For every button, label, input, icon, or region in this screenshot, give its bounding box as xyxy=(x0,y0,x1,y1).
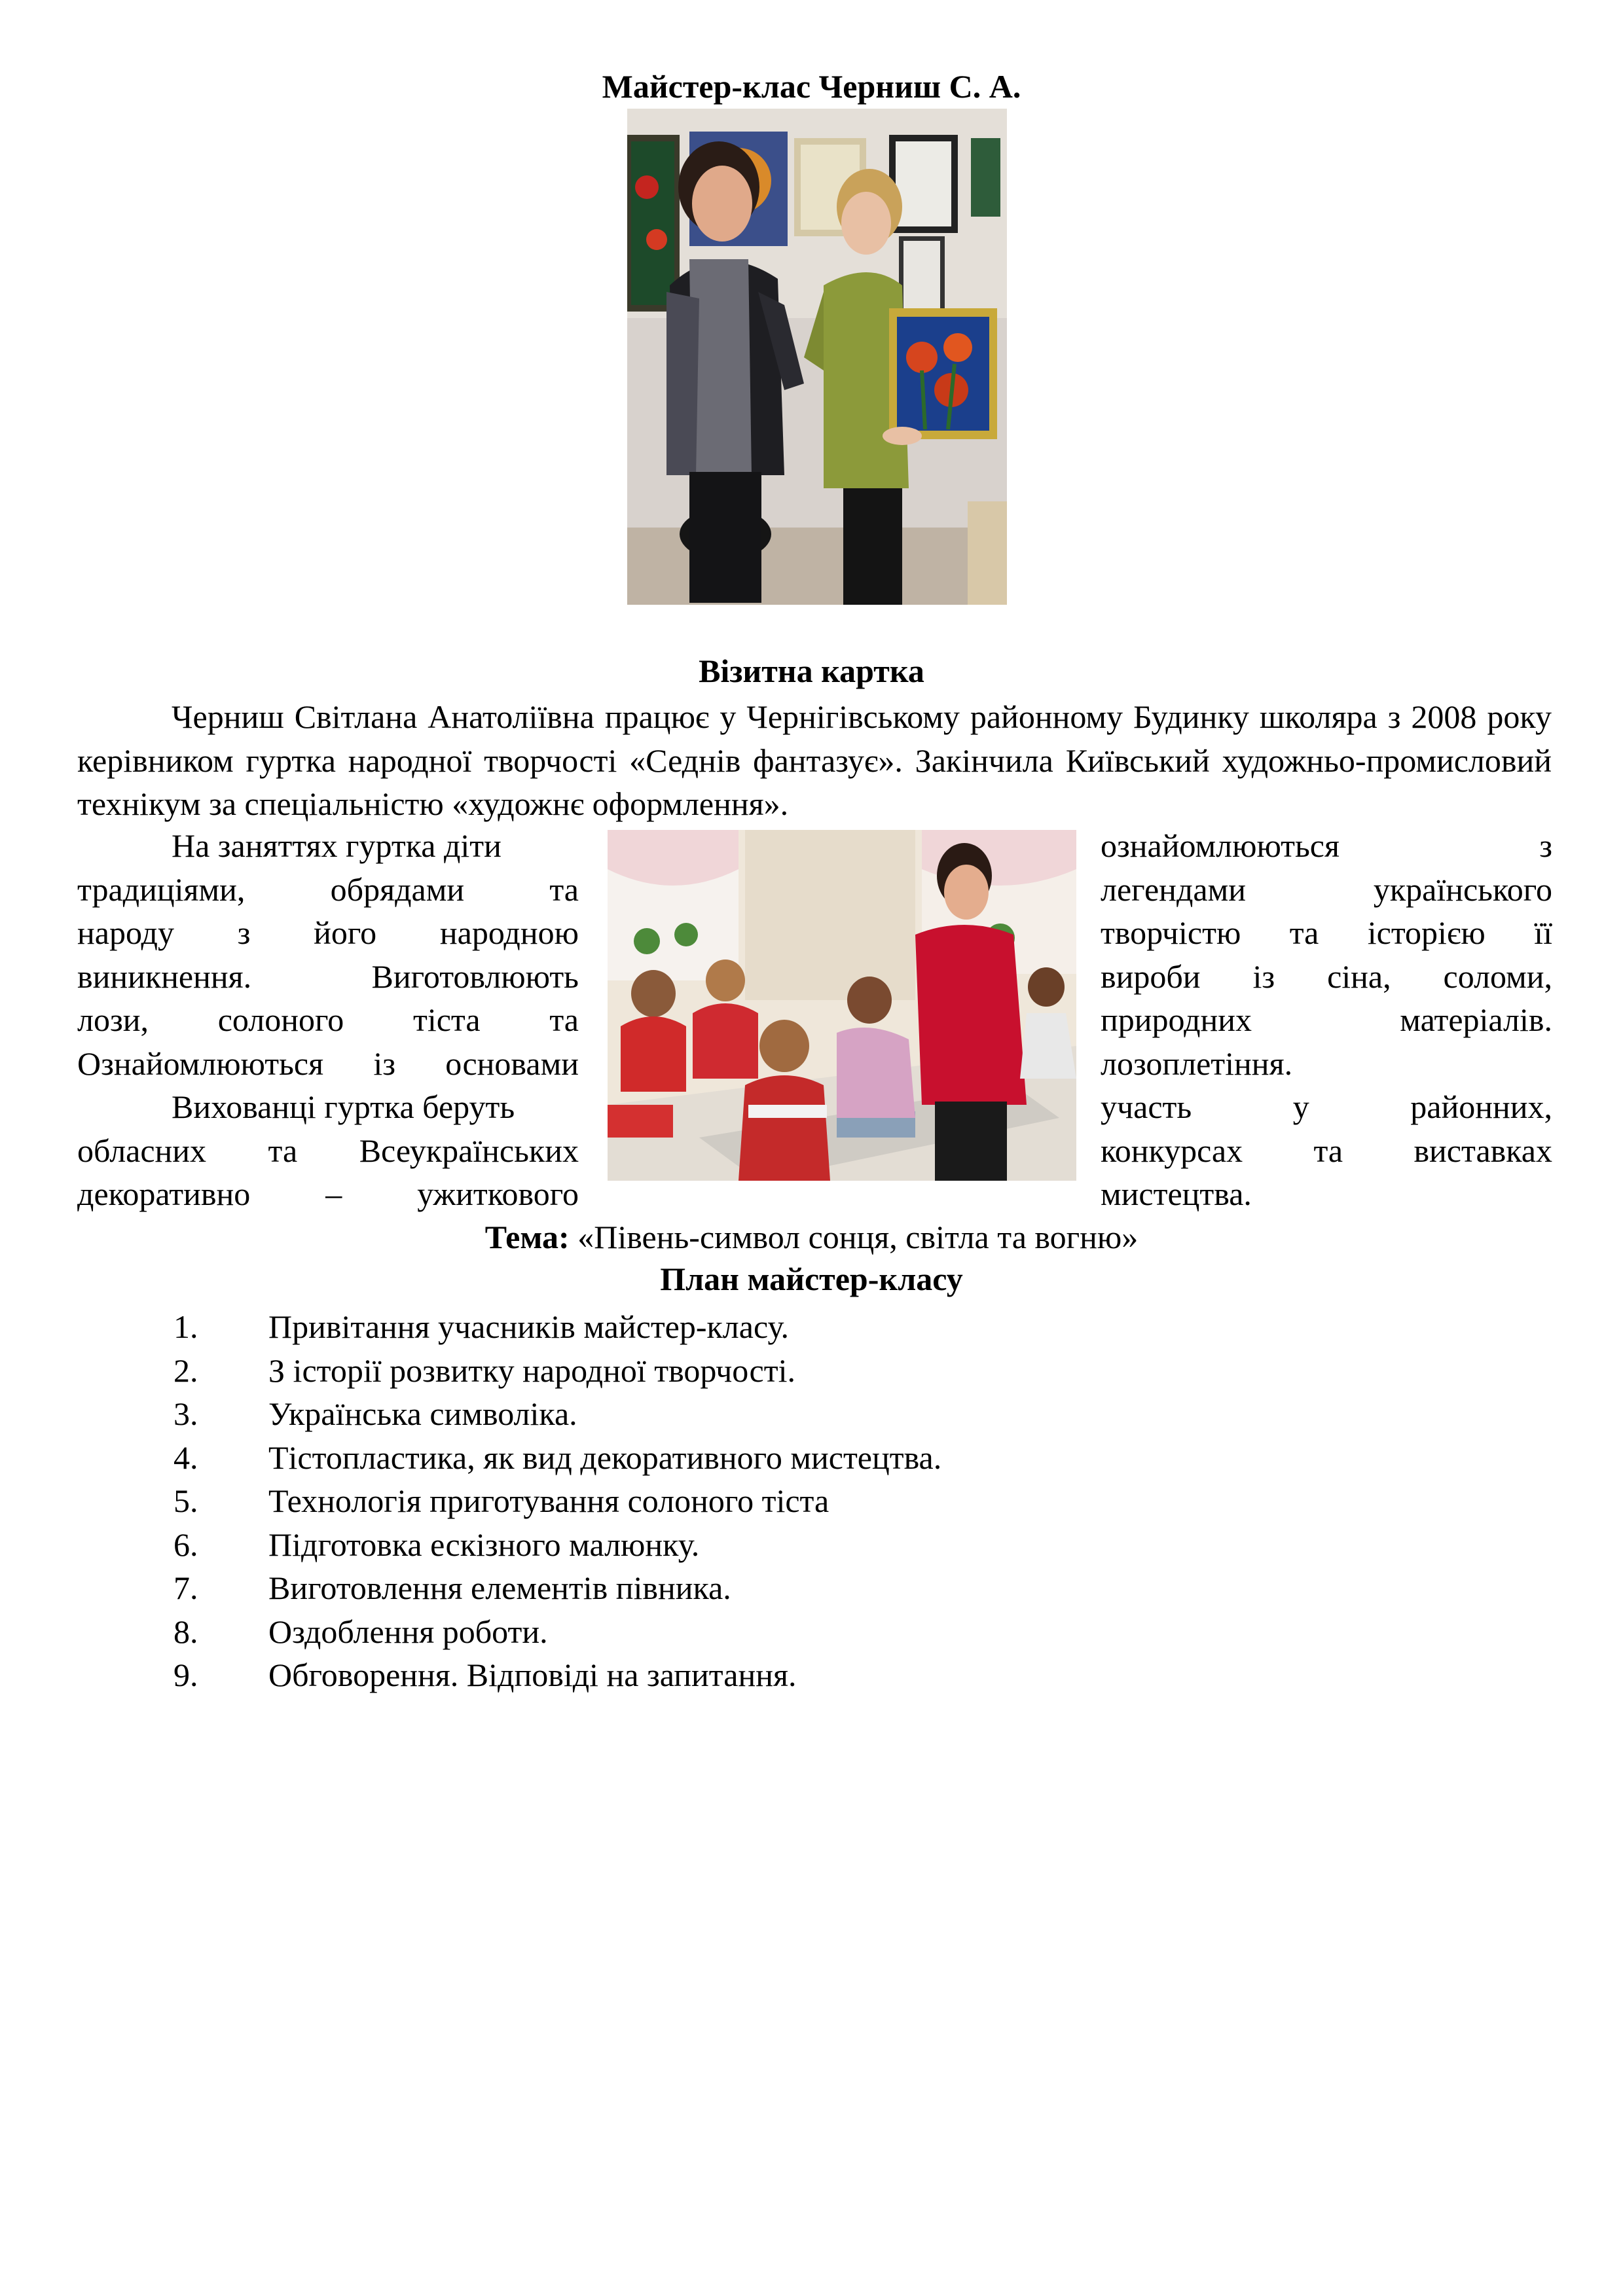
plan-item-text: З історії розвитку народної творчості. xyxy=(268,1352,795,1389)
word: тіста xyxy=(412,1001,481,1038)
right-text-line xyxy=(1101,957,1552,996)
word: виставках xyxy=(1413,1132,1552,1169)
intro-paragraph: Черниш Світлана Анатоліївна працює у Чернігівському районному Будинку школяра з 2008 року керівником гуртка народної творчості «Седнів фантазує». Закінчила Київський художньо-промисловий технікум за спеціальністю «художнє оформлення». xyxy=(77,698,1552,822)
left-text-line xyxy=(77,1000,579,1039)
right-text-line xyxy=(1101,913,1552,952)
plan-item-number: 9. xyxy=(173,1657,198,1693)
word: історією xyxy=(1367,914,1486,951)
plan-item xyxy=(173,1653,1352,1697)
word: районних, xyxy=(1410,1088,1552,1125)
classroom-photo xyxy=(608,830,1076,1181)
word: виникнення. xyxy=(77,958,252,995)
word: та xyxy=(268,1132,298,1169)
right-text-line xyxy=(1101,870,1552,909)
plan-item-text: Українська символіка. xyxy=(268,1395,577,1432)
word: ужиткового xyxy=(417,1175,579,1212)
plan-item-number: 8. xyxy=(173,1613,198,1650)
word: ознайомлюються xyxy=(1101,827,1340,864)
word: лози, xyxy=(77,1001,149,1038)
word: та xyxy=(1313,1132,1343,1169)
plan-item-number: 6. xyxy=(173,1526,198,1563)
theme-label: Тема: xyxy=(484,1219,570,1255)
left-text-line xyxy=(77,1174,579,1213)
plan-item-number: 7. xyxy=(173,1570,198,1606)
plan-item-number: 3. xyxy=(173,1395,198,1432)
word: його xyxy=(314,914,377,951)
word: із xyxy=(1252,958,1275,995)
word: природних xyxy=(1101,1001,1252,1038)
word: творчістю xyxy=(1101,914,1241,951)
word: солоного xyxy=(217,1001,344,1038)
plan-item xyxy=(173,1305,1352,1349)
left-text-line xyxy=(77,913,579,952)
left-text-line xyxy=(77,957,579,996)
plan-item-text: Оздоблення роботи. xyxy=(268,1613,548,1650)
word: матеріалів. xyxy=(1400,1001,1552,1038)
plan-item xyxy=(173,1479,1352,1523)
plan-item-text: Підготовка ескізного малюнку. xyxy=(268,1526,700,1563)
plan-item xyxy=(173,1566,1352,1610)
right-text-line xyxy=(1101,1087,1552,1126)
left-text-line xyxy=(77,1044,579,1083)
word: участь xyxy=(1101,1088,1192,1125)
word: Всеукраїнських xyxy=(359,1132,579,1169)
plan-item xyxy=(173,1523,1352,1567)
word: обласних xyxy=(77,1132,207,1169)
word: Виготовлюють xyxy=(371,958,579,995)
word: народу xyxy=(77,914,174,951)
card-heading: Візитна картка xyxy=(699,653,924,689)
left-text-line xyxy=(77,1131,579,1170)
plan-item-number: 2. xyxy=(173,1352,198,1389)
theme-text: «Півень-символ сонця, світла та вогню» xyxy=(569,1219,1139,1255)
plan-item xyxy=(173,1436,1352,1480)
word: у xyxy=(1292,1088,1309,1125)
right-text-line xyxy=(1101,1131,1552,1170)
right-text-line xyxy=(1101,1000,1552,1039)
word: вироби xyxy=(1101,958,1201,995)
right-text-line xyxy=(1101,1044,1623,1083)
teacher-student-photo xyxy=(627,109,1007,605)
word: Вихованці гуртка беруть xyxy=(172,1088,515,1125)
word: та xyxy=(549,870,579,908)
plan-item-number: 5. xyxy=(173,1482,198,1519)
plan-item-text: Привітання учасників майстер-класу. xyxy=(268,1308,789,1345)
word: із xyxy=(373,1045,395,1082)
page-title: Майстер-клас Черниш С. А. xyxy=(602,68,1021,105)
word: українського xyxy=(1373,870,1552,908)
theme-line xyxy=(0,1217,1623,1257)
word: з xyxy=(1539,827,1552,864)
plan-item-text: Обговорення. Відповіді на запитання. xyxy=(268,1657,797,1693)
plan-item xyxy=(173,1610,1352,1654)
plan-item xyxy=(173,1392,1352,1436)
word: основами xyxy=(445,1045,579,1082)
word: традиціями, xyxy=(77,870,246,908)
word: легендами xyxy=(1101,870,1246,908)
word: та xyxy=(549,1001,579,1038)
word: сіна, xyxy=(1327,958,1391,995)
word: з xyxy=(237,914,251,951)
word: соломи, xyxy=(1443,958,1552,995)
word: Ознайомлюються xyxy=(77,1045,324,1082)
plan-item-text: Технологія приготування солоного тіста xyxy=(268,1482,830,1519)
right-text-line xyxy=(1101,826,1552,865)
plan-item-text: Тістопластика, як вид декоративного мистецтва. xyxy=(268,1439,942,1476)
plan-list xyxy=(173,1305,1352,1697)
plan-heading: План майстер-класу xyxy=(660,1261,963,1297)
plan-item-number: 1. xyxy=(173,1308,198,1345)
plan-item xyxy=(173,1349,1352,1393)
word: лозоплетіння. xyxy=(1101,1045,1293,1082)
word: На заняттях гуртка діти xyxy=(172,827,501,864)
right-text-line xyxy=(1101,1174,1623,1213)
left-text-line xyxy=(77,870,579,909)
word: народною xyxy=(439,914,579,951)
plan-item-number: 4. xyxy=(173,1439,198,1476)
plan-item-text: Виготовлення елементів півника. xyxy=(268,1570,731,1606)
word: декоративно xyxy=(77,1175,251,1212)
word: та xyxy=(1289,914,1319,951)
word: її xyxy=(1534,914,1552,951)
word: обрядами xyxy=(330,870,465,908)
word: конкурсах xyxy=(1101,1132,1243,1169)
word: мистецтва. xyxy=(1101,1175,1252,1212)
word: – xyxy=(325,1175,342,1212)
